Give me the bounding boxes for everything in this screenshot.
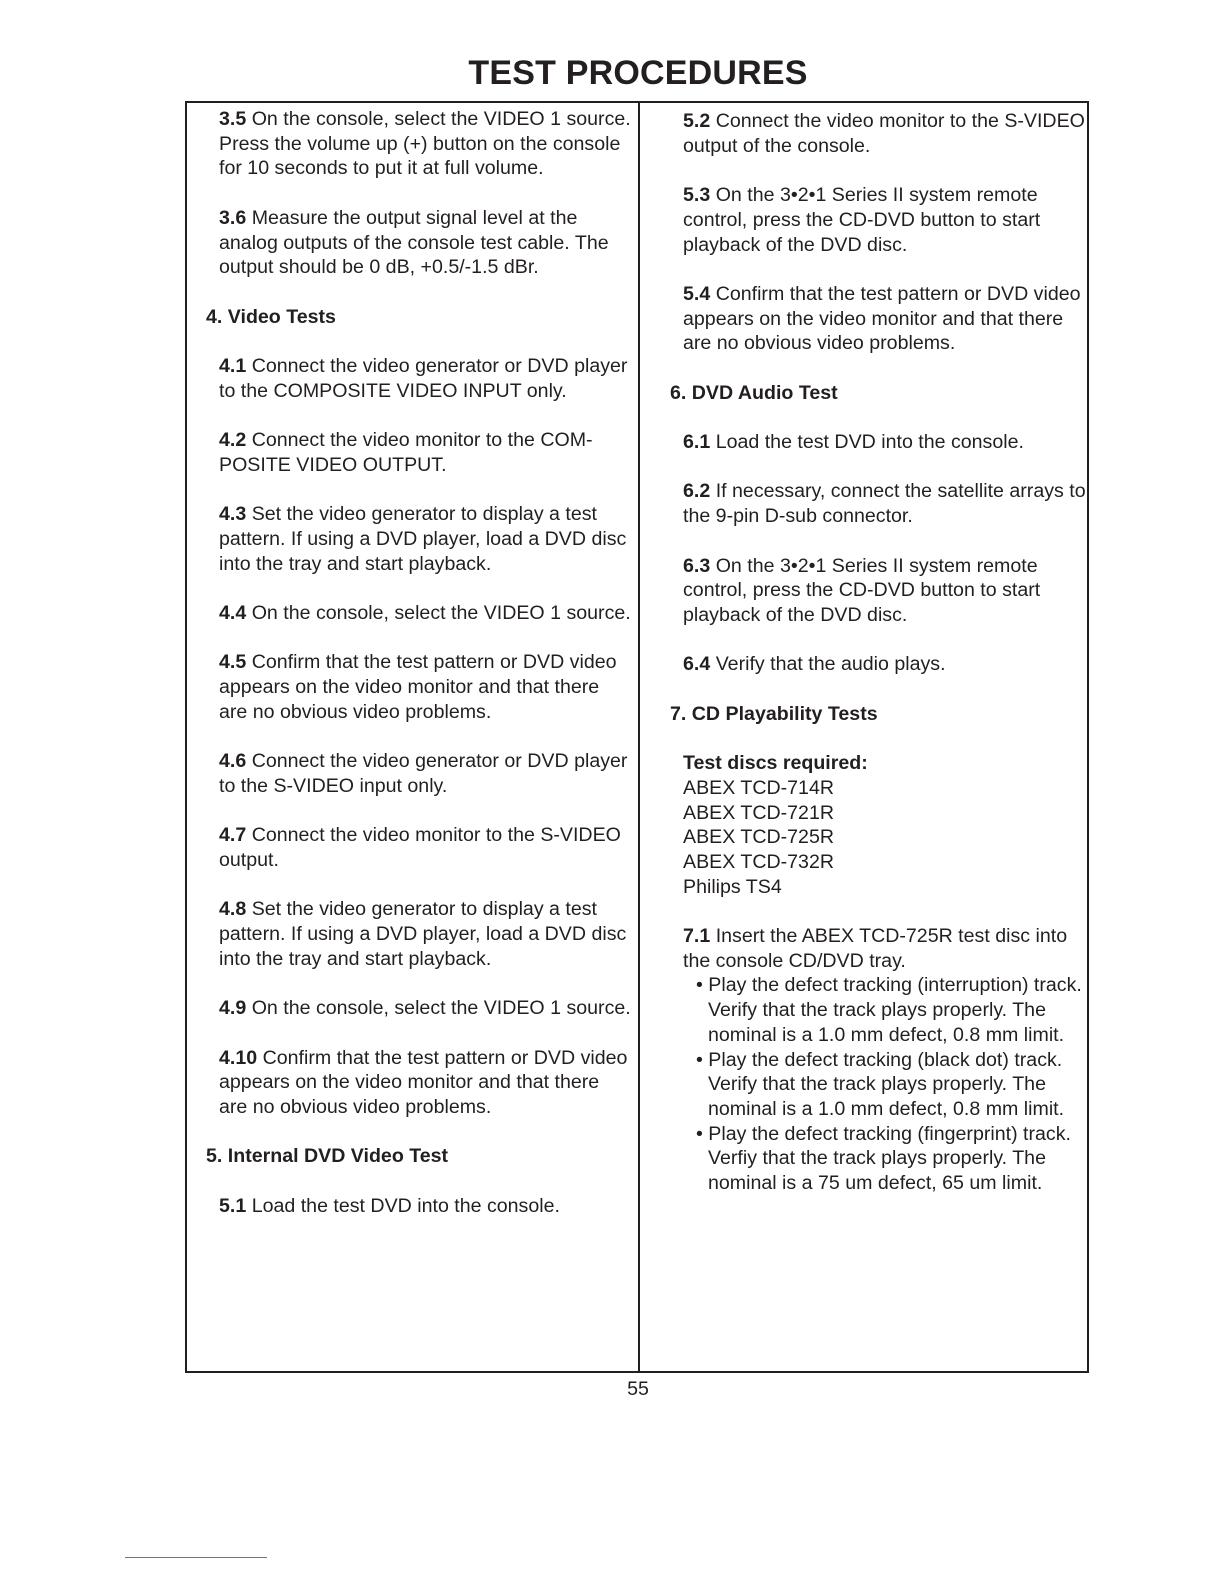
disc-item: ABEX TCD-732R [683, 850, 834, 873]
step-5-1: 5.1 Load the test DVD into the console. [219, 1194, 560, 1217]
test-discs-list [670, 751, 1088, 899]
step-6-1: 6.1 Load the test DVD into the console. [683, 431, 1024, 454]
step-4-9: 4.9 On the console, select the VIDEO 1 source. [219, 997, 631, 1020]
step-4-4: 4.4 On the console, select the VIDEO 1 source. [219, 601, 631, 624]
section-heading-dvd-audio: 6. DVD Audio Test [670, 381, 838, 404]
column-divider [638, 101, 640, 1373]
step-7-1-block [670, 924, 1088, 1196]
disc-item: ABEX TCD-714R [683, 776, 834, 799]
page-title: TEST PROCEDURES [468, 54, 808, 92]
step-4-5: 4.5 Confirm that the test pattern or DVD video appears on the video monitor and that there are no obvious video problems. [219, 651, 617, 723]
step-3-6: 3.6 Measure the output signal level at the analog outputs of the console test cable. The output should be 0 dB, +0.5/-1.5 dBr. [219, 206, 609, 279]
section-heading-cd-playability: 7. CD Playability Tests [670, 702, 878, 725]
step-4-7: 4.7 Connect the video monitor to the S-VIDEO output. [219, 824, 621, 871]
left-column [206, 107, 631, 1243]
disc-item: ABEX TCD-721R [683, 801, 834, 824]
step-4-1: 4.1 Connect the video generator or DVD player to the COMPOSITE VIDEO INPUT only. [219, 354, 628, 402]
disc-item: ABEX TCD-725R [683, 826, 834, 849]
section-heading-video-tests: 4. Video Tests [206, 305, 336, 328]
test-discs-label: Test discs required: [683, 752, 868, 775]
disc-item: Philips TS4 [683, 875, 782, 898]
step-5-3: 5.3 On the 3•2•1 Series II system remote control, press the CD-DVD button to start playback of the DVD disc. [683, 184, 1041, 256]
step-4-2: 4.2 Connect the video monitor to the COM-POSITE VIDEO OUTPUT. [219, 429, 593, 476]
step-6-2: 6.2 If necessary, connect the satellite arrays to the 9-pin D-sub connector. [683, 480, 1086, 528]
step-4-8: 4.8 Set the video generator to display a test pattern. If using a DVD player, load a DVD disc into the tray and start playback. [219, 898, 627, 970]
page-number: 55 [627, 1378, 649, 1400]
footer-rule [125, 1557, 267, 1558]
step-4-3: 4.3 Set the video generator to display a test pattern. If using a DVD player, load a DVD disc into the tray and start playback. [219, 503, 627, 575]
step-6-4: 6.4 Verify that the audio plays. [683, 653, 946, 676]
bullet-black-dot: • Play the defect tracking (black dot) track. Verify that the track plays properly. The nominal is a 1.0 mm defect, 0.8 mm limit. [696, 1048, 1065, 1120]
step-7-1: 7.1 Insert the ABEX TCD-725R test disc into the console CD/DVD tray. [683, 925, 1068, 972]
section-heading-internal-dvd: 5. Internal DVD Video Test [206, 1145, 449, 1168]
step-6-3: 6.3 On the 3•2•1 Series II system remote control, press the CD-DVD button to start playback of the DVD disc. [683, 554, 1041, 626]
step-4-10: 4.10 Confirm that the test pattern or DVD video appears on the video monitor and that there are no obvious video problems. [219, 1046, 628, 1118]
right-column [670, 109, 1088, 1196]
bullet-fingerprint: • Play the defect tracking (fingerprint) track. Verfiy that the track plays properly. The nominal is a 75 um defect, 65 um limit. [696, 1122, 1071, 1195]
step-5-4: 5.4 Confirm that the test pattern or DVD video appears on the video monitor and that there are no obvious video problems. [683, 282, 1081, 355]
step-4-6: 4.6 Connect the video generator or DVD player to the S-VIDEO input only. [219, 750, 628, 797]
step-5-2: 5.2 Connect the video monitor to the S-VIDEO output of the console. [683, 110, 1085, 157]
step-3-5: 3.5 On the console, select the VIDEO 1 source. Press the volume up (+) button on the console for 10 seconds to put it at full volume. [219, 108, 631, 180]
bullet-interruption: • Play the defect tracking (interruption) track. Verify that the track plays properly. The nominal is a 1.0 mm defect, 0.8 mm limit. [696, 974, 1082, 1046]
